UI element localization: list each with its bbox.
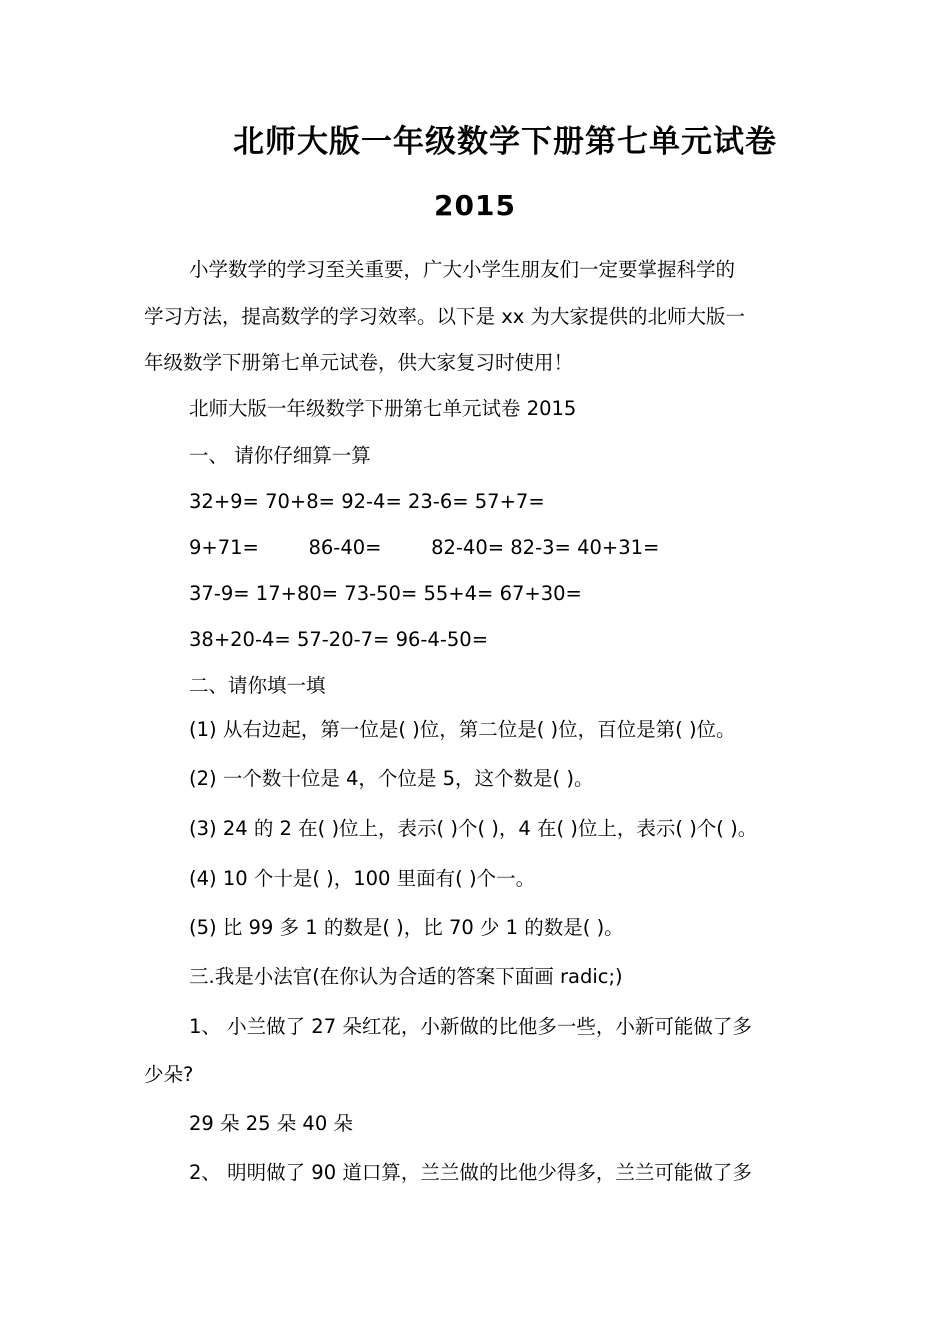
intro-paragraph-line-1: 小学数学的学习至关重要，广大小学生朋友们一定要掌握科学的 (189, 258, 736, 281)
question-1-options: 29 朵 25 朵 40 朵 (189, 1112, 353, 1135)
calc-row: 38+20-4= 57-20-7= 96-4-50= (189, 628, 489, 651)
question-1-line-1: 1、 小兰做了 27 朵红花，小新做的比他多一些，小新可能做了多 (189, 1015, 752, 1038)
intro-paragraph-line-3: 年级数学下册第七单元试卷，供大家复习时使用！ (144, 351, 574, 374)
section-3-heading: 三.我是小法官(在你认为合适的答案下面画 radic;) (189, 965, 623, 988)
document-title-year: 2015 (434, 189, 516, 222)
section-1-heading: 一、 请你仔细算一算 (189, 444, 371, 467)
fill-item: (1) 从右边起，第一位是( )位，第二位是( )位，百位是第( )位。 (189, 718, 736, 741)
fill-item: (2) 一个数十位是 4，个位是 5，这个数是( )。 (189, 767, 594, 790)
question-1-line-2: 少朵? (144, 1063, 194, 1086)
document-title: 北师大版一年级数学下册第七单元试卷 (233, 124, 777, 160)
section-2-heading: 二、请你填一填 (189, 674, 326, 697)
fill-item: (4) 10 个十是( )，100 里面有( )个一。 (189, 867, 536, 890)
fill-item: (3) 24 的 2 在( )位上，表示( )个( )，4 在( )位上，表示( )个( )。 (189, 817, 758, 840)
intro-paragraph-line-2: 学习方法，提高数学的学习效率。以下是 xx 为大家提供的北师大版一 (144, 305, 745, 328)
calc-row: 9+71= 86-40= 82-40= 82-3= 40+31= (189, 536, 660, 559)
fill-item: (5) 比 99 多 1 的数是( )，比 70 少 1 的数是( )。 (189, 916, 624, 939)
calc-row: 37-9= 17+80= 73-50= 55+4= 67+30= (189, 582, 582, 605)
question-2-line-1: 2、 明明做了 90 道口算，兰兰做的比他少得多，兰兰可能做了多 (189, 1161, 752, 1184)
calc-row: 32+9= 70+8= 92-4= 23-6= 57+7= (189, 490, 545, 513)
subtitle: 北师大版一年级数学下册第七单元试卷 2015 (189, 397, 577, 420)
